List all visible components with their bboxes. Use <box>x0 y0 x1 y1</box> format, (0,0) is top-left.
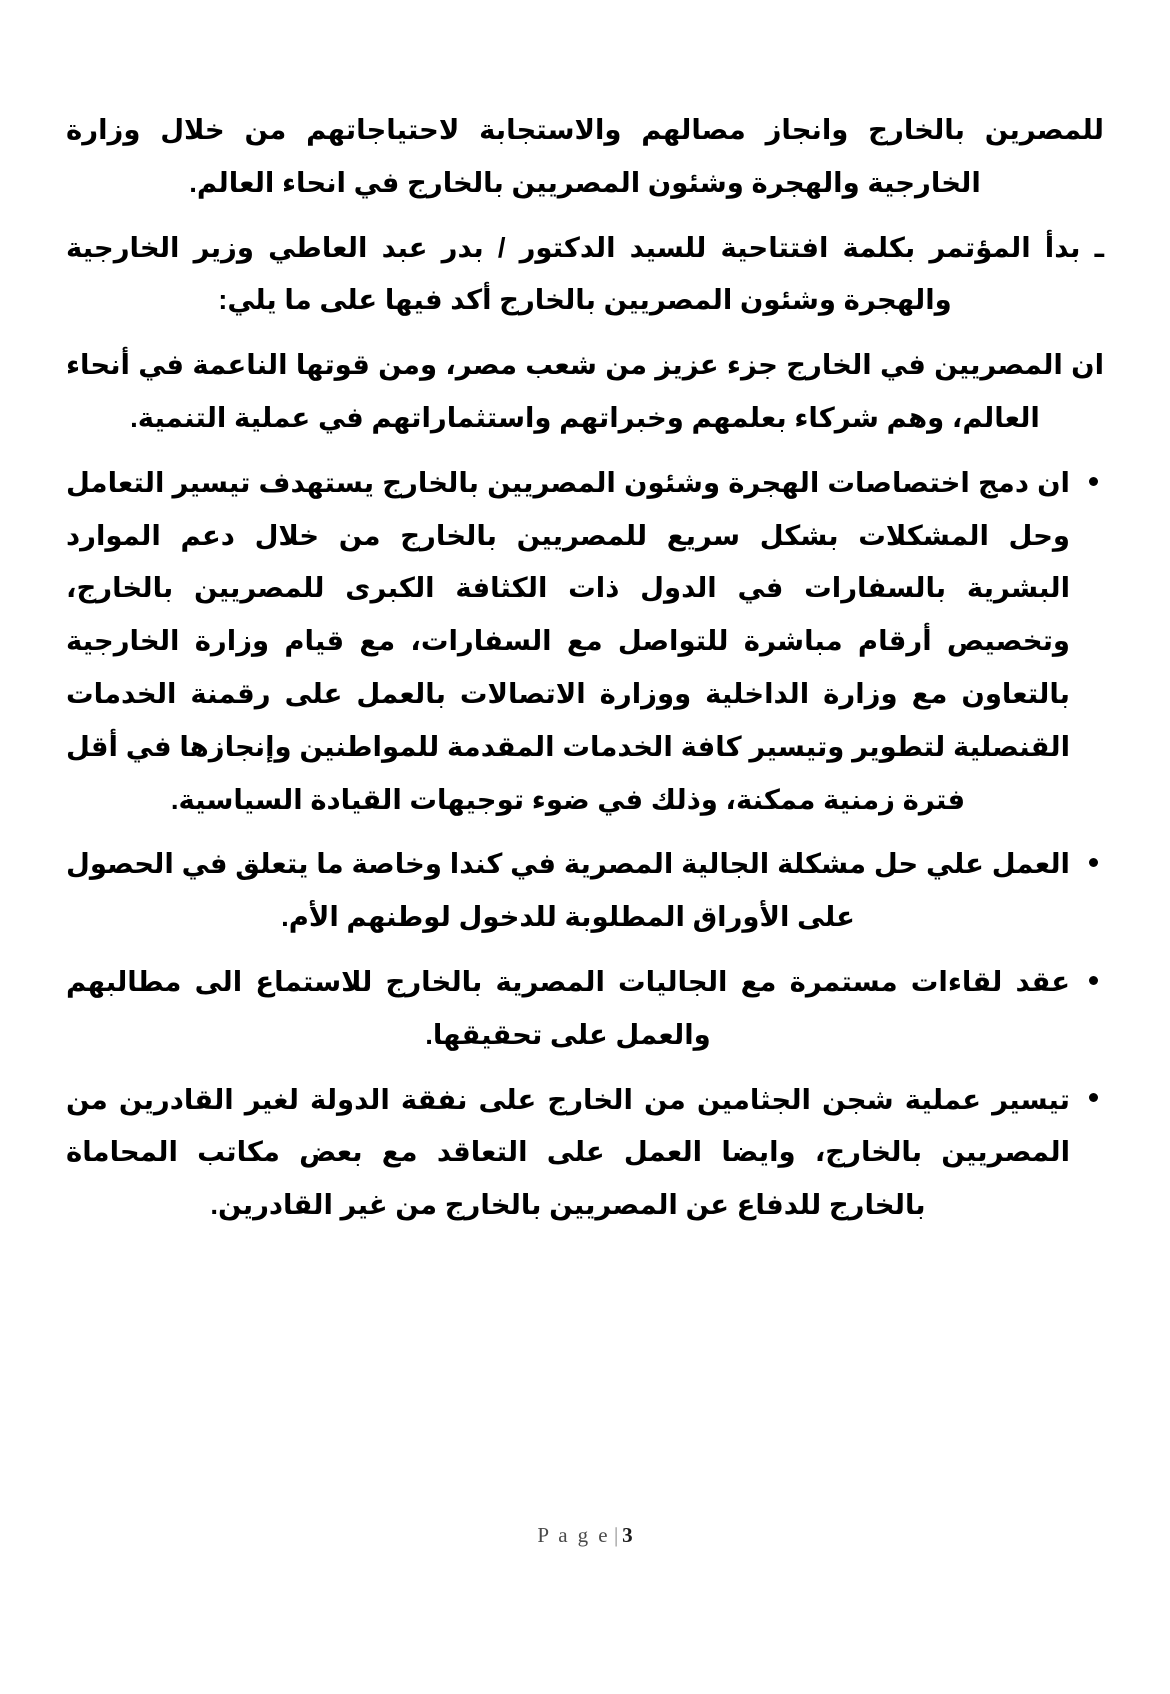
footer-separator: | <box>613 1523 619 1547</box>
footer-page-label: P a g e <box>537 1523 610 1547</box>
page-content <box>66 104 1104 1244</box>
list-item-text: ان دمج اختصاصات الهجرة وشئون المصريين بالخارج يستهدف تيسير التعامل وحل المشكلات بشكل سريع للمصريين بالخارج من خلال دعم الموارد البشرية بالسفارات في الدول ذات الكثافة الكبرى للمصريين بالخارج، وتخصيص أرقام مباشرة للتواصل مع السفارات، مع قيام وزارة الخارجية بالتعاون مع وزارة الداخلية ووزارة الاتصالات بالعمل على رقمنة الخدمات القنصلية لتطوير وتيسير كافة الخدمات المقدمة للمواطنين وإنجازها في أقل فترة زمنية ممكنة، وذلك في ضوء توجيهات القيادة السياسية. <box>66 466 1070 815</box>
list-item <box>66 1074 1104 1232</box>
footer-page-indicator <box>0 1523 1170 1548</box>
bullet-list <box>66 457 1104 1232</box>
list-item-text: تيسير عملية شجن الجثامين من الخارج على نفقة الدولة لغير القادرين من المصريين بالخارج، وايضا العمل على التعاقد مع بعض مكاتب المحاماة بالخارج للدفاع عن المصريين بالخارج من غير القادرين. <box>66 1083 1070 1221</box>
bullet-dot-icon <box>1089 976 1098 985</box>
list-item <box>66 457 1104 827</box>
list-item <box>66 956 1104 1062</box>
list-item <box>66 838 1104 944</box>
bullet-dot-icon <box>1089 477 1098 486</box>
paragraph-continuation: للمصرين بالخارج وانجاز مصالهم والاستجابة لاحتياجاتهم من خلال وزارة الخارجية والهجرة وشئون المصريين بالخارج في انحاء العالم. <box>66 114 1104 198</box>
footer-page-number: 3 <box>622 1523 633 1547</box>
list-item-text: عقد لقاءات مستمرة مع الجاليات المصرية بالخارج للاستماع الى مطالبهم والعمل على تحقيقها. <box>66 965 1070 1050</box>
bullet-dot-icon <box>1089 1093 1098 1102</box>
bullet-dot-icon <box>1089 858 1098 867</box>
page-footer <box>0 1513 1170 1548</box>
paragraph-egyptians-abroad: ان المصريين في الخارج جزء عزيز من شعب مصر، ومن قوتها الناعمة في أنحاء العالم، وهم شركاء بعلمهم وخبراتهم واستثماراتهم في عملية التنمية. <box>66 349 1104 433</box>
paragraph-conference-opening: ـ بدأ المؤتمر بكلمة افتتاحية للسيد الدكتور / بدر عبد العاطي وزير الخارجية والهجرة وشئون المصريين بالخارج أكد فيها على ما يلي: <box>66 231 1104 316</box>
list-item-text: العمل علي حل مشكلة الجالية المصرية في كندا وخاصة ما يتعلق في الحصول على الأوراق المطلوبة للدخول لوطنهم الأم. <box>66 848 1070 933</box>
